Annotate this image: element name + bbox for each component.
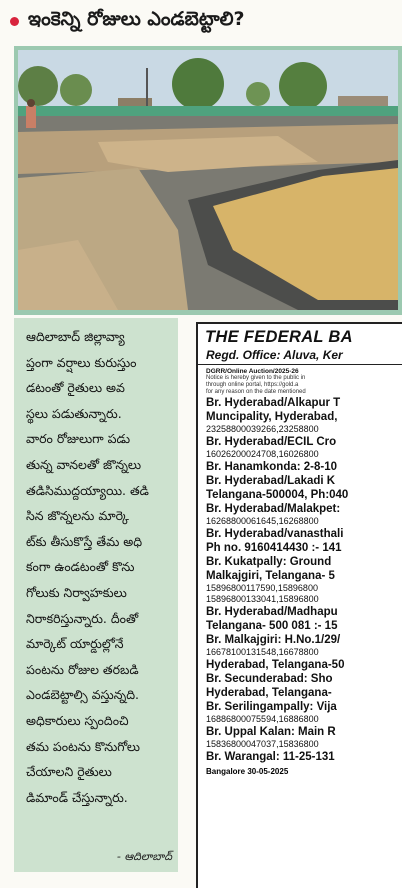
market-yard-scene: [18, 50, 398, 310]
article-line: స్థలు పడుతున్నారు.: [26, 405, 122, 421]
article-line: తమ పంటను కొనుగోలు: [26, 738, 141, 754]
notice-footer: Bangalore 30-05-2025: [206, 767, 289, 776]
branch-address: Br. Warangal: 11-25-131: [206, 751, 335, 763]
branch-address: Br. Malkajgiri: H.No.1/29/: [206, 634, 341, 646]
branch-address: Br. Uppal Kalan: Main R: [206, 726, 336, 738]
photo-frame: [14, 46, 402, 315]
account-numbers: 16026200024708,16026800: [206, 449, 319, 459]
branch-address: Br. Hyderabad/ECIL Cro: [206, 436, 337, 448]
branch-address: Br. Hyderabad/Madhapu: [206, 606, 338, 618]
branch-address: Br. Hyderabad/Malakpet:: [206, 503, 341, 515]
branch-address: Br. Serilingampally: Vija: [206, 701, 337, 713]
account-numbers: 23258800039266,23258800: [206, 424, 319, 434]
account-numbers: 16268800061645,16268800: [206, 516, 319, 526]
notice-intro-line: through online portal, https://gold.a: [206, 382, 299, 388]
article-line: ట్‌కు తీసుకొస్తే తేమ అధి: [26, 533, 143, 549]
account-numbers: 16886800075594,16886800: [206, 714, 319, 724]
drying-grain-photo: [18, 50, 398, 310]
headline: ఇంకెన్ని రోజులు ఎండబెట్టాలి?: [28, 7, 245, 30]
account-numbers: 15896800133041,15896800: [206, 594, 319, 604]
article-line: డటంతో రైతులు అవ: [26, 380, 125, 396]
article-signoff: - ఆదిలాబాద్: [116, 850, 172, 863]
article-line: మార్కెట్ యార్డుల్లోనే: [26, 636, 124, 652]
article-line: ఆదిలాబాద్ జిల్లావ్యా: [26, 329, 125, 344]
article-line: డిమాండ్ చేస్తున్నారు.: [26, 789, 128, 805]
branch-address: Br. Kukatpally: Ground: [206, 556, 332, 568]
branch-list: [198, 396, 402, 764]
branch-address: Br. Hanamkonda: 2-8-10: [206, 461, 338, 473]
auction-notice: [196, 322, 402, 888]
article-line: తడిసిముద్దయ్యాయి. తడి: [26, 482, 149, 498]
notice-intro-line: for any reason on the date mentioned: [206, 389, 306, 395]
branch-address: Telangana-500004, Ph:040: [206, 489, 349, 501]
account-numbers: 15836800047037,15836800: [206, 739, 319, 749]
account-numbers: 15896800117590,15896800: [206, 583, 318, 593]
article-line: వారం రోజులుగా పడు: [26, 431, 131, 447]
article-line: ఎండబెట్టాల్సి వస్తున్నది.: [26, 687, 139, 703]
article-line: చేయాలని రైతులు: [26, 764, 112, 780]
branch-address: Ph no. 9160414430 :- 141: [206, 542, 342, 554]
account-numbers: 16678100131548,16678800: [206, 647, 319, 657]
branch-address: Hyderabad, Telangana-50: [206, 659, 345, 671]
branch-address: Br. Hyderabad/Alkapur T: [206, 397, 341, 409]
article-line: ప్తంగా వర్షాలు కురుస్తుం: [26, 354, 137, 370]
article-box: [14, 318, 178, 872]
bullet-icon: [10, 17, 19, 26]
notice-intro-line: Notice is hereby given to the public in: [206, 375, 306, 381]
branch-address: Telangana- 500 081 :- 15: [206, 620, 338, 632]
notice-intro: [198, 375, 402, 396]
branch-address: Br. Hyderabad/vanasthali: [206, 528, 344, 540]
article-line: గోలుకు నిర్వాహకులు: [26, 584, 127, 600]
article-line: నిరాకరిస్తున్నారు. దీంతో: [26, 610, 139, 626]
notice-reference: DGRR/Online Auction/2025-26: [206, 368, 299, 375]
branch-address: Br. Hyderabad/Lakadi K: [206, 475, 336, 487]
headline-bar: [0, 0, 402, 42]
bank-name: THE FEDERAL BA: [205, 328, 353, 346]
article-line: అధికారులు స్పందించి: [26, 712, 129, 728]
article-body: [14, 318, 178, 810]
branch-address: Muncipality, Hyderabad,: [206, 411, 338, 423]
branch-address: Hyderabad, Telangana-: [206, 687, 332, 699]
article-line: సిన జొన్నలను మార్కె: [26, 508, 129, 524]
article-line: తున్న వానలతో జొన్నలు: [26, 456, 142, 472]
branch-address: Br. Secunderabad: Sho: [206, 673, 333, 685]
branch-address: Malkajgiri, Telangana- 5: [206, 570, 335, 582]
registered-office: Regd. Office: Aluva, Ker: [198, 347, 402, 365]
article-line: పంటను రోజుల తరబడి: [26, 661, 139, 677]
article-line: కంగా ఉండటంతో కొను: [26, 559, 135, 575]
